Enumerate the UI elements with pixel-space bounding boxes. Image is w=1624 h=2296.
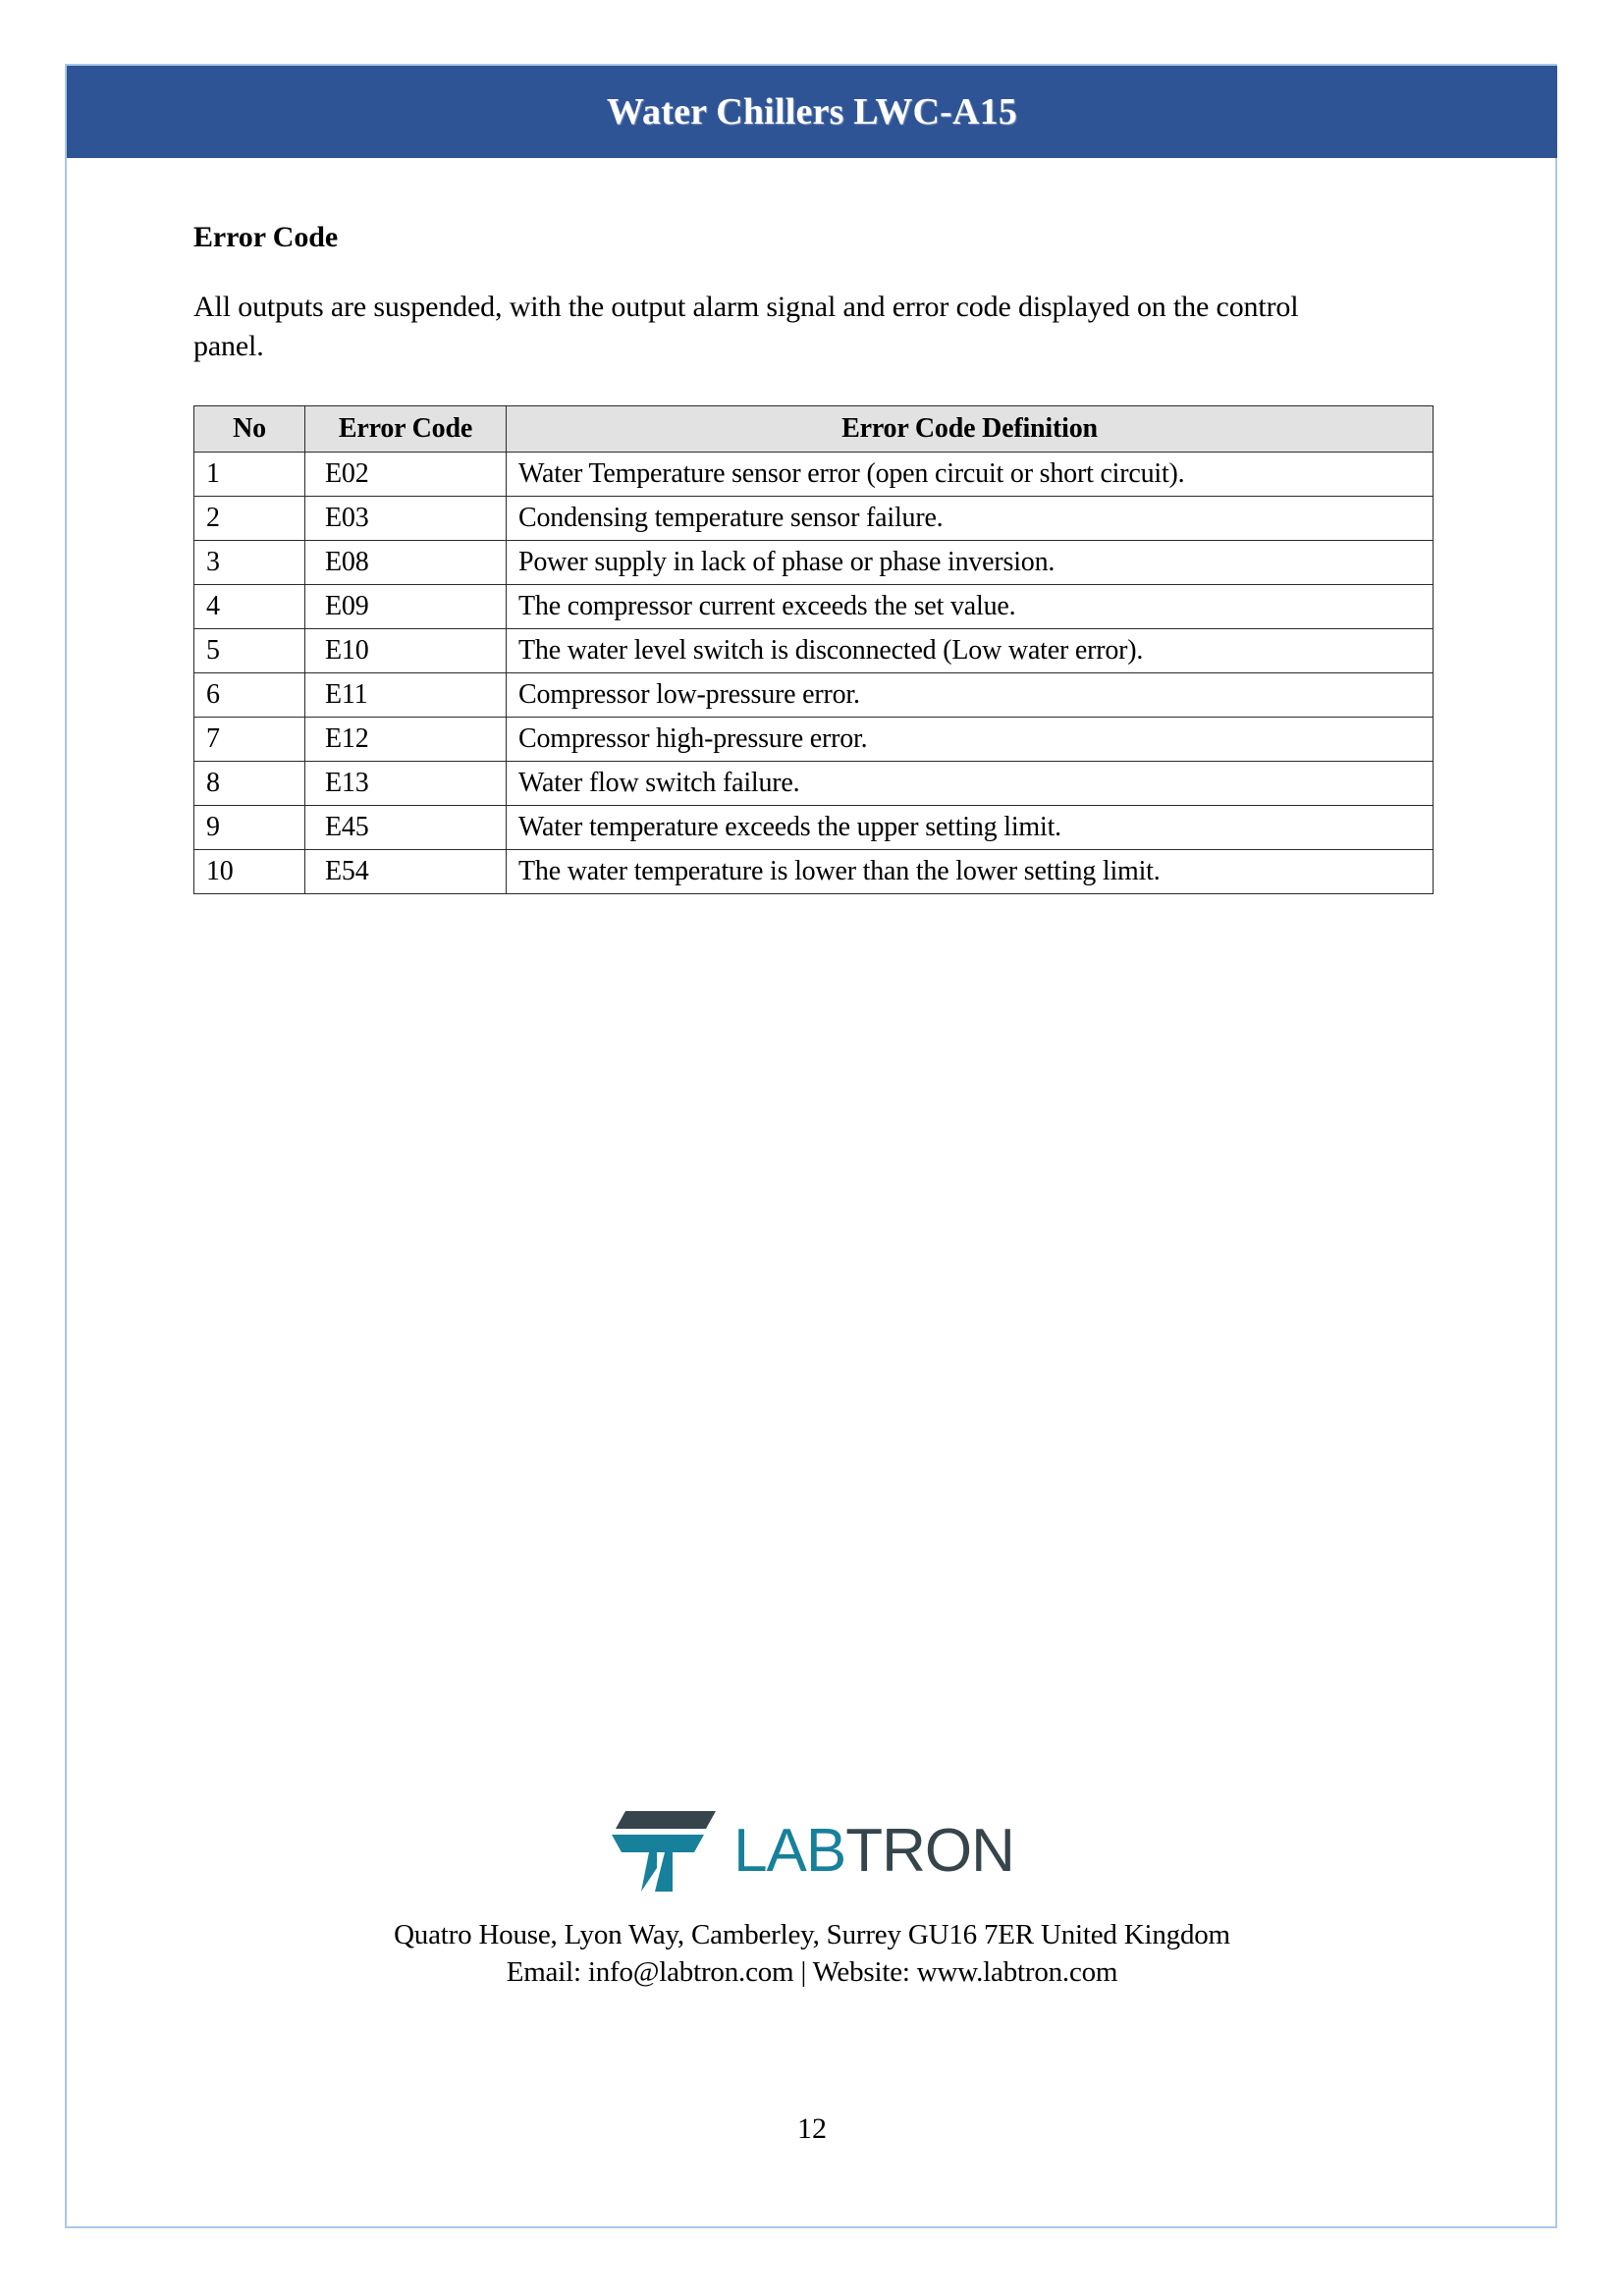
table-row	[194, 761, 1434, 805]
cell-no: 6	[194, 672, 305, 717]
cell-error-code: E13	[305, 761, 507, 805]
cell-error-code: E11	[305, 672, 507, 717]
footer-address	[0, 1916, 1624, 1992]
cell-definition: The water temperature is lower than the lower setting limit.	[507, 849, 1434, 893]
cell-error-code: E10	[305, 628, 507, 672]
cell-definition: The water level switch is disconnected (Low water error).	[507, 628, 1434, 672]
table-body	[194, 452, 1434, 893]
cell-definition: Water flow switch failure.	[507, 761, 1434, 805]
cell-no: 9	[194, 805, 305, 849]
cell-no: 2	[194, 496, 305, 540]
labtron-double-t-icon	[610, 1809, 720, 1894]
column-header-no: No	[194, 405, 305, 452]
table-row	[194, 496, 1434, 540]
cell-error-code: E12	[305, 717, 507, 761]
error-code-table	[193, 405, 1434, 894]
labtron-logo	[0, 1802, 1624, 1900]
cell-error-code: E02	[305, 452, 507, 496]
table-row	[194, 805, 1434, 849]
table-row	[194, 717, 1434, 761]
page-content	[193, 221, 1433, 894]
cell-definition: The compressor current exceeds the set value.	[507, 584, 1434, 628]
cell-definition: Compressor high-pressure error.	[507, 717, 1434, 761]
cell-error-code: E54	[305, 849, 507, 893]
cell-no: 1	[194, 452, 305, 496]
cell-no: 5	[194, 628, 305, 672]
footer-address-line-2: Email: info@labtron.com | Website: www.labtron.com	[506, 1956, 1118, 1989]
table-row	[194, 628, 1434, 672]
cell-definition: Water Temperature sensor error (open circuit or short circuit).	[507, 452, 1434, 496]
table-row	[194, 540, 1434, 584]
column-header-error-code: Error Code	[305, 405, 507, 452]
table-row	[194, 849, 1434, 893]
intro-paragraph: All outputs are suspended, with the output alarm signal and error code displayed on the control panel.	[193, 291, 1299, 362]
cell-error-code: E03	[305, 496, 507, 540]
page-footer	[0, 1802, 1624, 1992]
cell-definition: Power supply in lack of phase or phase inversion.	[507, 540, 1434, 584]
page-number: 12	[797, 2112, 827, 2145]
labtron-wordmark	[733, 1817, 1014, 1885]
cell-error-code: E09	[305, 584, 507, 628]
cell-error-code: E08	[305, 540, 507, 584]
cell-definition: Condensing temperature sensor failure.	[507, 496, 1434, 540]
column-header-error-code-definition: Error Code Definition	[507, 405, 1434, 452]
cell-no: 4	[194, 584, 305, 628]
cell-no: 7	[194, 717, 305, 761]
table-row	[194, 672, 1434, 717]
table-header-row	[194, 405, 1434, 452]
cell-no: 10	[194, 849, 305, 893]
page-header-banner	[67, 66, 1557, 158]
page-title: Water Chillers LWC-A15	[606, 91, 1018, 133]
logo-text-lab: LAB	[733, 1817, 846, 1885]
table-head	[194, 405, 1434, 452]
table-row	[194, 452, 1434, 496]
logo-text-tron: TRON	[845, 1817, 1014, 1885]
cell-error-code: E45	[305, 805, 507, 849]
footer-address-line-1: Quatro House, Lyon Way, Camberley, Surrey GU16 7ER United Kingdom	[394, 1919, 1230, 1950]
table-row	[194, 584, 1434, 628]
cell-definition: Water temperature exceeds the upper setting limit.	[507, 805, 1434, 849]
cell-no: 3	[194, 540, 305, 584]
section-heading: Error Code	[193, 221, 339, 253]
cell-no: 8	[194, 761, 305, 805]
cell-definition: Compressor low-pressure error.	[507, 672, 1434, 717]
